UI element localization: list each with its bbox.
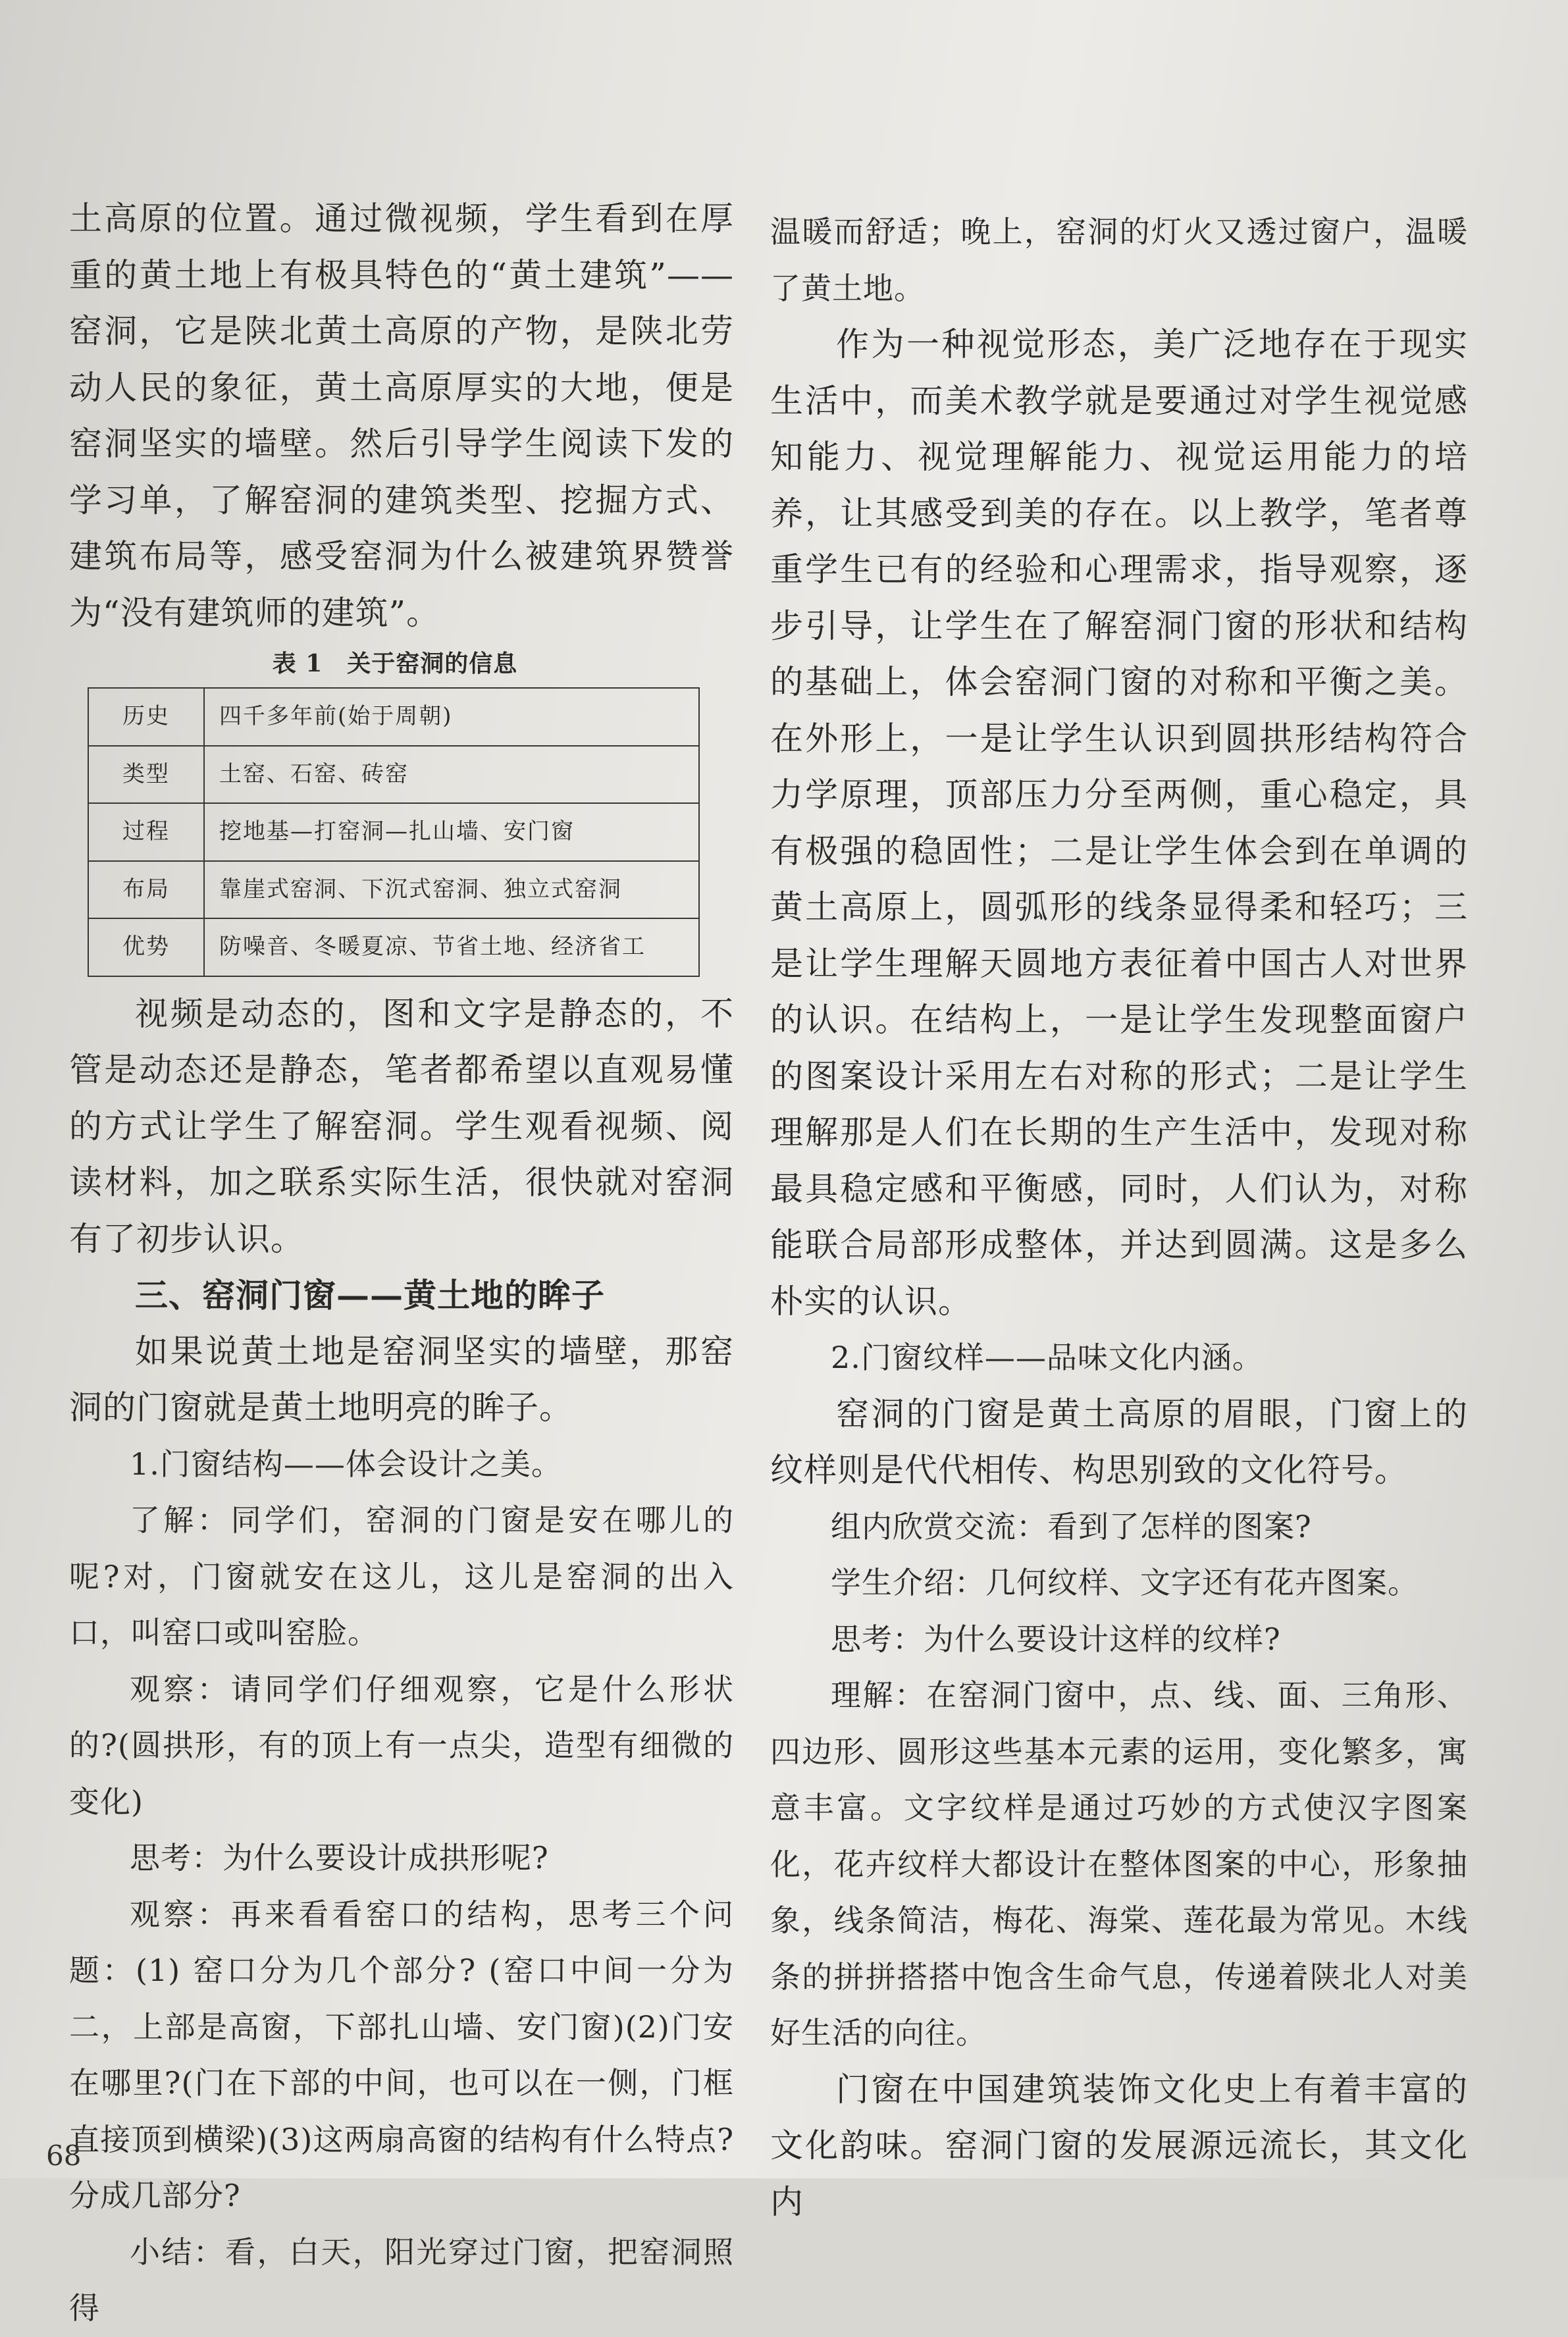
- table-row: [88, 803, 699, 861]
- left-column: [69, 191, 734, 2337]
- info-table: [88, 687, 700, 977]
- paragraph: 作为一种视觉形态，美广泛地存在于现实生活中，而美术教学就是要通过对学生视觉感知能力、视觉理解能力、视觉运用能力的培养，让其感受到美的存在。以上教学，笔者尊重学生已有的经验和心理需求，指导观察，逐步引导，让学生在了解窑洞门窗的形状和结构的基础上，体会窑洞门窗的对称和平衡之美。在外形上，一是让学生认识到圆拱形结构符合力学原理，顶部压力分至两侧，重心稳定，具有极强的稳固性；二是让学生体会到在单调的黄土高原上，圆弧形的线条显得柔和轻巧；三是让学生理解天圆地方表征着中国古人对世界的认识。在结构上，一是让学生发现整面窗户的图案设计采用左右对称的形式；二是让学生理解那是人们在长期的生产生活中，发现对称最具稳定感和平衡感，同时，人们认为，对称能联合局部形成整体，并达到圆满。这是多么朴实的认识。: [770, 325, 1468, 1321]
- table-key: 优势: [88, 918, 204, 976]
- table-key: 过程: [88, 803, 204, 861]
- paragraph: 组内欣赏交流：看到了怎样的图案?: [831, 1508, 1312, 1544]
- paragraph: 温暖而舒适；晚上，窑洞的灯火又透过窗户，温暖了黄土地。: [770, 214, 1468, 306]
- table-row: [88, 746, 699, 804]
- subsection-heading: 2.门窗纹样——品味文化内涵。: [831, 1340, 1263, 1375]
- paragraph: 门窗在中国建筑装饰文化史上有着丰富的文化韵味。窑洞门窗的发展源远流长，其文化内: [770, 2070, 1468, 2221]
- table-row: [88, 861, 699, 919]
- paragraph: 窑洞的门窗是黄土高原的眉眼，门窗上的纹样则是代代相传、构思别致的文化符号。: [770, 1394, 1468, 1489]
- table-key: 布局: [88, 861, 204, 919]
- table-value: 防噪音、冬暖夏凉、节省土地、经济省工: [204, 918, 699, 976]
- table-value: 四千多年前(始于周朝): [204, 688, 699, 746]
- paragraph: 学生介绍：几何纹样、文字还有花卉图案。: [831, 1565, 1419, 1600]
- paragraph: 理解：在窑洞门窗中，点、线、面、三角形、四边形、圆形这些基本元素的运用，变化繁多，寓意丰富。文字纹样是通过巧妙的方式使汉字图案化，花卉纹样大都设计在整体图案的中心，形象抽象，线条简洁，梅花、海棠、莲花最为常见。木线条的拼拼搭搭中饱含生命气息，传递着陕北人对美好生活的向往。: [770, 1677, 1468, 2051]
- subsection-heading: 1.门窗结构——体会设计之美。: [130, 1446, 562, 1482]
- right-column: [770, 204, 1468, 2230]
- paragraph: 视频是动态的，图和文字是静态的，不管是动态还是静态，笔者都希望以直观易懂的方式让学生了解窑洞。学生观看视频、阅读材料，加之联系实际生活，很快就对窑洞有了初步认识。: [69, 994, 734, 1258]
- table-row: [88, 918, 699, 976]
- paragraph: 思考：为什么要设计成拱形呢?: [130, 1840, 549, 1876]
- paragraph: 观察：再来看看窑口的结构，思考三个问题：(1) 窑口分为几个部分? (窑口中间一分为二，上部是高窗，下部扎山墙、安门窗)(2)门安在哪里?(门在下部的中间，也可以在一侧，门框直接顶到横梁)(3)这两扇高窗的结构有什么特点? 分成几部分?: [69, 1896, 734, 2213]
- table-caption: 表 1 关于窑洞的信息: [272, 650, 518, 677]
- table-value: 挖地基—打窑洞—扎山墙、安门窗: [204, 803, 699, 861]
- paragraph: 如果说黄土地是窑洞坚实的墙壁，那窑洞的门窗就是黄土地明亮的眸子。: [69, 1332, 734, 1427]
- page-number: 68: [46, 2140, 82, 2172]
- section-heading: 三、窑洞门窗——黄土地的眸子: [135, 1276, 605, 1315]
- paragraph: 了解：同学们，窑洞的门窗是安在哪儿的呢?对，门窗就安在这儿，这儿是窑洞的出入口，叫窑口或叫窑脸。: [69, 1502, 734, 1650]
- paragraph: 思考：为什么要设计这样的纹样?: [831, 1621, 1281, 1657]
- table-row: [88, 688, 699, 746]
- paragraph: 土高原的位置。通过微视频，学生看到在厚重的黄土地上有极具特色的“黄土建筑”——窑洞，它是陕北黄土高原的产物，是陕北劳动人民的象征，黄土高原厚实的大地，便是窑洞坚实的墙壁。然后引导学生阅读下发的学习单，了解窑洞的建筑类型、挖掘方式、建筑布局等，感受窑洞为什么被建筑界赞誉为“没有建筑师的建筑”。: [69, 199, 734, 632]
- paragraph: 观察：请同学们仔细观察，它是什么形状的?(圆拱形，有的顶上有一点尖，造型有细微的变化): [69, 1671, 734, 1820]
- table-value: 土窑、石窑、砖窑: [204, 746, 699, 804]
- table-value: 靠崖式窑洞、下沉式窑洞、独立式窑洞: [204, 861, 699, 919]
- table-key: 历史: [88, 688, 204, 746]
- paragraph: 小结：看，白天，阳光穿过门窗，把窑洞照得: [69, 2234, 734, 2326]
- table-key: 类型: [88, 746, 204, 804]
